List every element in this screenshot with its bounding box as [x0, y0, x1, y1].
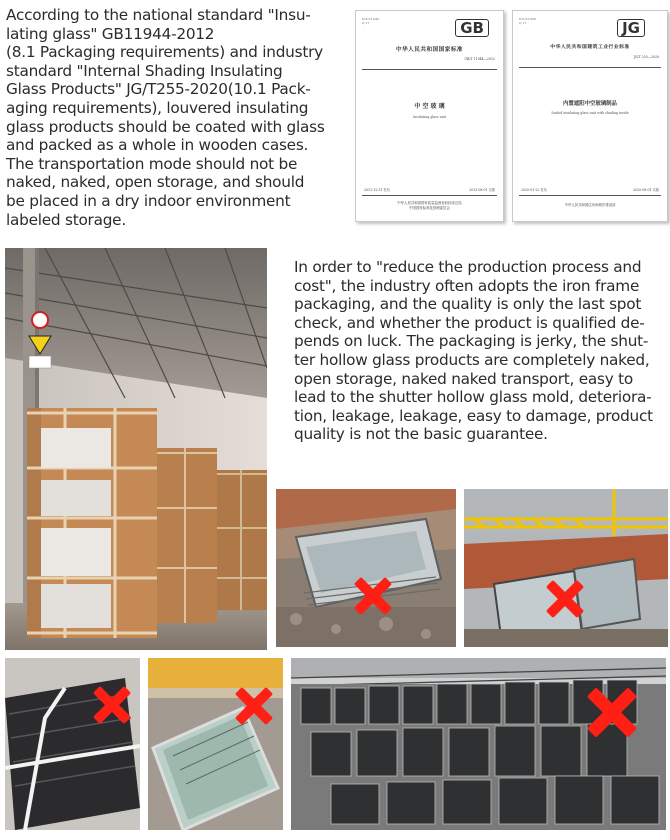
gb-logo: GB — [455, 19, 489, 37]
x-mark-icon — [548, 582, 582, 616]
jg-title: 内置遮阳中空玻璃制品 — [563, 101, 617, 107]
gb-issuer: 中华人民共和国国家质量监督检验检疫总局 中国国家标准化管理委员会 — [397, 201, 462, 210]
gb-title: 中 空 玻 璃 — [414, 103, 445, 110]
jg-issuer: 中华人民共和国住房和城乡建设部 — [564, 203, 616, 207]
x-mark-icon — [353, 576, 393, 616]
gb-standard-cover: ICS 81.040 Q 17 GB 中华人民共和国国家标准 GB/T 11944—2012 中 空 玻 璃 Insulating glass unit 2012-12-31 发布 2013-08-01 实施 中华人民共和国国家质量监督检验检疫总局 中国国家标准化管理委员会 — [355, 10, 504, 222]
strapped-glass-photo — [5, 658, 140, 830]
x-mark-icon — [586, 686, 638, 738]
jg-code: JG/T 255—2020 — [633, 55, 659, 59]
jg-subtitle: Sealed insulating glass unit with shading inside — [551, 111, 629, 115]
jg-org: 中华人民共和国建筑工业行业标准 — [550, 44, 630, 50]
x-mark-icon — [234, 686, 274, 726]
jg-logo: JG — [617, 19, 645, 37]
gb-subtitle: Insulating glass unit — [413, 115, 446, 119]
glass-crane-photo — [464, 489, 668, 647]
glass-panes-photo — [148, 658, 283, 830]
paragraph-iron-frame: In order to "reduce the production process and cost", the industry often adopts the iron frame packaging, and the quality is only the last spot check, and whether the product is qualified de- pends on luck. The packaging is jerky, the shut- ter hollow glass products are completely naked, open storage, naked naked transport, easy to lead to the shutter hollow glass mold, deteriora- tion, leakage, leakage, easy to damage, product quality is not the basic guarantee. — [294, 258, 653, 444]
gb-code: GB/T 11944—2012 — [464, 57, 495, 61]
gb-org: 中华人民共和国国家标准 — [395, 47, 464, 53]
jg-standard-cover: ICS 91.060 Q 17 JG 中华人民共和国建筑工业行业标准 JG/T 255—2020 内置遮阳中空玻璃制品 Sealed insulating glass unit with shading inside 2020-01-22 发布 2020-08-01 实施 中华人民共和国住房和城乡建设部 — [512, 10, 668, 222]
warehouse-crates-photo — [5, 248, 267, 650]
glass-pile-photo-1 — [276, 489, 456, 647]
paragraph-standards: According to the national standard "Insu- lating glass" GB11944-2012 (8.1 Packaging requirements) and industry standard "Internal Shading Insulating Glass Products" JG/T255-2020(10.1 Pack- aging requirements), louvered insulating glass products should be coated with glass and packed as a whole in wooden cases. The transportation mode should not be naked, naked, open storage, and should be placed in a dry indoor environment labeled storage. — [6, 6, 325, 229]
glass-rows-photo — [291, 658, 666, 830]
x-mark-icon — [92, 685, 132, 725]
